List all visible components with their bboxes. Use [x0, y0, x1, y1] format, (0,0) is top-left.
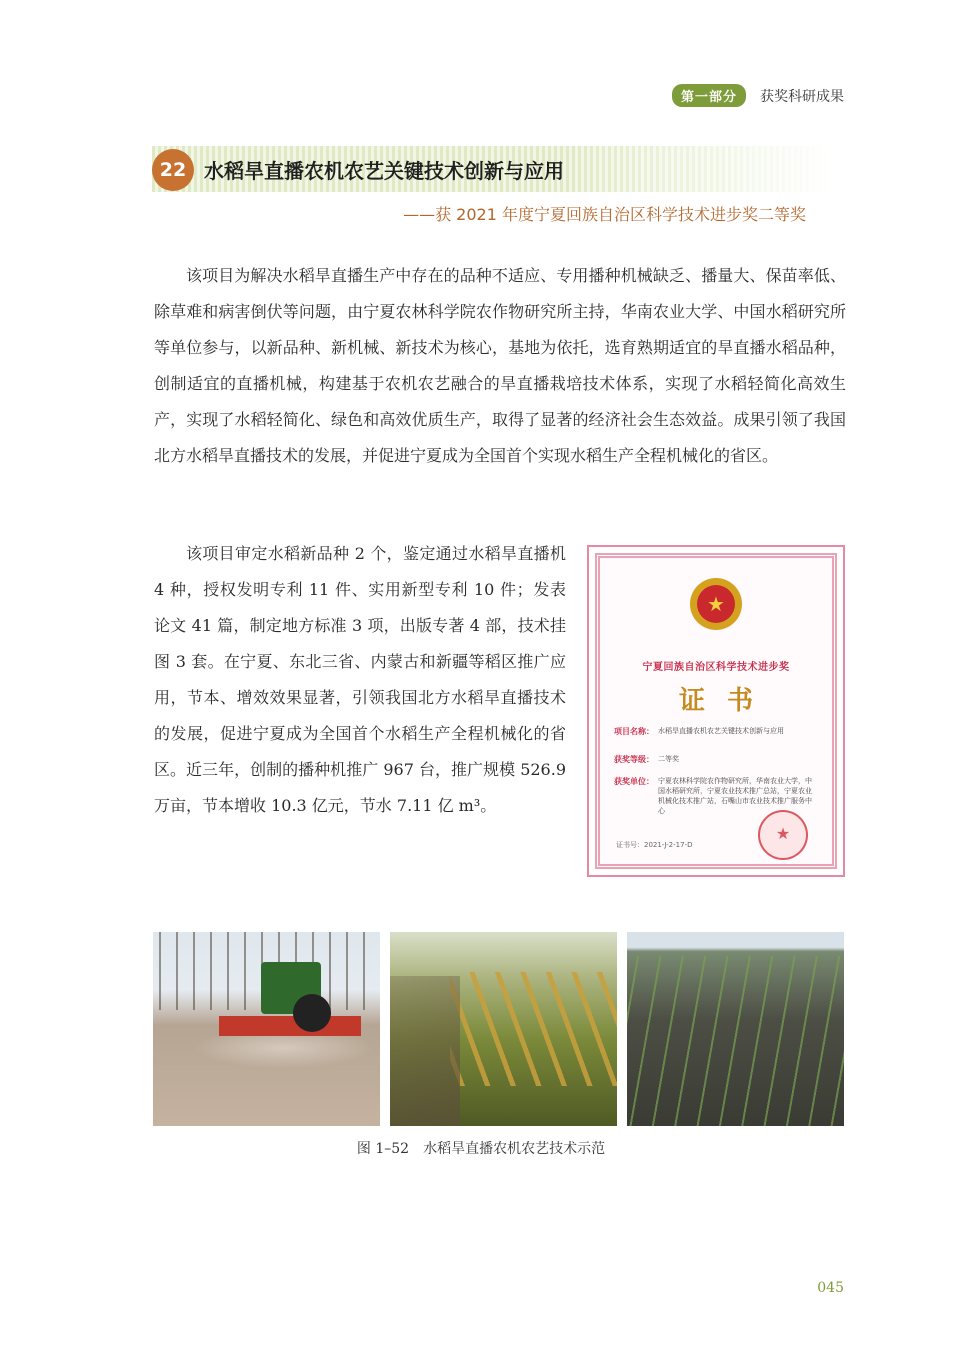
certificate-project-value: 水稻旱直播农机农艺关键技术创新与应用: [658, 727, 784, 735]
body-paragraph-1: 该项目为解决水稻旱直播生产中存在的品种不适应、专用播种机械缺乏、播量大、保苗率低、除草难和病害倒伏等问题，由宁夏农林科学院农作物研究所主持，华南农业大学、中国水稻研究所等单位参与，以新品种、新机械、新技术为核心，基地为依托，选育熟期适宜的旱直播水稻品种，创制适宜的直播机械，构建基于农机农艺融合的旱直播栽培技术体系，实现了水稻轻简化高效生产，实现了水稻轻简化、绿色和高效优质生产，取得了显著的经济社会生态效益。成果引领了我国北方水稻旱直播技术的发展，并促进宁夏成为全国首个实现水稻生产全程机械化的省区。: [154, 266, 846, 465]
section-number-badge: 22: [152, 149, 194, 191]
page-number: 045: [817, 1280, 844, 1296]
certificate-project-label: 项目名称：: [614, 727, 654, 736]
section-title: 水稻旱直播农机农艺关键技术创新与应用: [204, 159, 564, 183]
certificate-level-label: 获奖等级：: [614, 755, 654, 764]
certificate-seal-icon: [758, 810, 808, 860]
photo-seedling-field: [627, 932, 844, 1126]
rice-heads: [450, 972, 617, 1086]
part-title: 获奖科研成果: [760, 88, 844, 105]
certificate-heading: 宁夏回族自治区科学技术进步奖: [642, 662, 790, 673]
certificate-unit-label: 获奖单位：: [614, 777, 654, 786]
photo-tractor-seeding: [153, 932, 380, 1126]
certificate-title: 证书: [678, 686, 775, 716]
certificate-unit-value: 宁夏农林科学院农作物研究所，华南农业大学，中国水稻研究所，宁夏农业技术推广总站，宁夏农业机械化技术推广站，石嘴山市农业技术推广服务中心: [658, 777, 812, 815]
field-path: [390, 976, 460, 1126]
certificate-project-row: [614, 726, 818, 737]
body-paragraph-2: 该项目审定水稻新品种 2 个，鉴定通过水稻旱直播机 4 种，授权发明专利 11 件、实用新型专利 10 件；发表论文 41 篇，制定地方标准 3 项，出版专著 4 部，技术挂图 3 套。在宁夏、东北三省、内蒙古和新疆等稻区推广应用，节本、增效效果显著，引领我国北方水稻旱直播技术的发展，促进宁夏成为全国首个水稻生产全程机械化的省区。近三年，创制的播种机推广 967 台，推广规模 526.9 万亩，节本增收 10.3 亿元，节水 7.11 亿 m³。: [154, 544, 566, 815]
certificate-level-value: 二等奖: [658, 755, 679, 763]
certificate-number: 证书号：2021-J-2-17-D: [616, 841, 693, 849]
certificate-level-row: [614, 754, 818, 765]
tractor-wheel: [293, 994, 331, 1032]
award-subtitle: ——获 2021 年度宁夏回族自治区科学技术进步奖二等奖: [403, 205, 806, 224]
running-header: [672, 84, 844, 107]
figure-caption: 图 1–52 水稻旱直播农机农艺技术示范: [356, 1141, 606, 1157]
national-emblem-icon: [690, 578, 742, 630]
seedling-rows: [627, 956, 844, 1126]
photo-rice-panicles: [390, 932, 617, 1126]
certificate-border: [595, 553, 837, 869]
award-certificate-image: [587, 545, 845, 877]
emblem-star-icon: ★: [697, 585, 735, 623]
red-seeder: [219, 1016, 361, 1036]
part-badge: 第一部分: [672, 84, 746, 107]
